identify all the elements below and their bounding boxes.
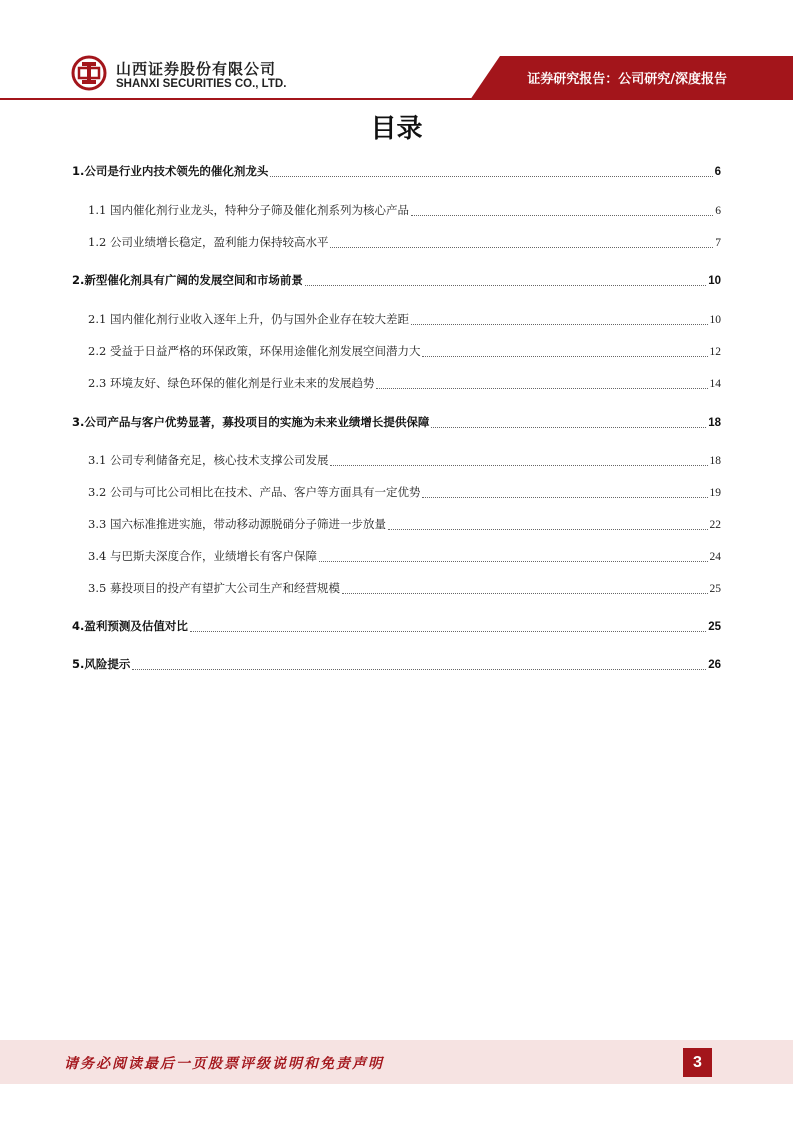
- disclaimer-text: 请务必阅读最后一页股票评级说明和免责声明: [64, 1056, 384, 1072]
- toc-item-label: 3.公司产品与客户优势显著，募投项目的实施为未来业绩增长提供保障: [72, 415, 430, 429]
- toc-item[interactable]: [88, 202, 721, 220]
- toc-item[interactable]: [88, 234, 721, 252]
- toc-item-page: 25: [708, 621, 721, 633]
- toc-item-label: 3.5 募投项目的投产有望扩大公司生产和经营规模: [88, 581, 340, 595]
- toc-item[interactable]: [88, 580, 721, 598]
- toc-item-label: 3.3 国六标准推进实施，带动移动源脱硝分子筛进一步放量: [88, 517, 386, 531]
- report-type-label: 证券研究报告：公司研究/深度报告: [527, 72, 727, 87]
- company-name-en: SHANXI SECURITIES CO., LTD.: [116, 78, 287, 90]
- toc-item-page: 25: [709, 583, 721, 595]
- toc-item-label: 3.4 与巴斯夫深度合作，业绩增长有客户保障: [88, 549, 317, 563]
- toc-item[interactable]: [88, 311, 721, 329]
- toc-item[interactable]: [72, 163, 721, 181]
- toc-item-page: 10: [708, 275, 721, 287]
- toc-item-label: 2.2 受益于日益严格的环保政策，环保用途催化剂发展空间潜力大: [88, 344, 421, 358]
- toc-leader: [411, 214, 713, 216]
- toc-item-label: 3.1 公司专利储备充足，核心技术支撑公司发展: [88, 453, 329, 467]
- toc-item-label: 2.1 国内催化剂行业收入逐年上升，仍与国外企业存在较大差距: [88, 312, 409, 326]
- toc-leader: [376, 387, 707, 389]
- toc-item-label: 1.公司是行业内技术领先的催化剂龙头: [72, 164, 269, 178]
- toc-item[interactable]: [72, 272, 721, 290]
- toc-item[interactable]: [88, 484, 721, 502]
- toc-item-page: 6: [714, 166, 721, 178]
- page-number: 3: [683, 1048, 712, 1077]
- toc-item-label: 1.2 公司业绩增长稳定，盈利能力保持较高水平: [88, 235, 329, 249]
- toc-item-label: 2.3 环境友好、绿色环保的催化剂是行业未来的发展趋势: [88, 376, 375, 390]
- toc-leader: [431, 426, 706, 428]
- toc-item-page: 18: [709, 455, 721, 467]
- toc-item[interactable]: [72, 618, 721, 636]
- toc-item[interactable]: [88, 452, 721, 470]
- toc-item-page: 12: [709, 346, 721, 358]
- toc-item[interactable]: [72, 656, 721, 674]
- toc-item-label: 2.新型催化剂具有广阔的发展空间和市场前景: [72, 273, 303, 287]
- toc-leader: [330, 246, 713, 248]
- toc-item-page: 24: [709, 551, 721, 563]
- toc-title: 目录: [370, 114, 423, 144]
- toc-leader: [411, 323, 708, 325]
- toc-item-label: 3.2 公司与可比公司相比在技术、产品、客户等方面具有一定优势: [88, 485, 421, 499]
- toc-item[interactable]: [72, 414, 721, 432]
- toc-item-page: 19: [709, 487, 721, 499]
- toc-leader: [342, 592, 708, 594]
- toc-item-page: 7: [715, 237, 721, 249]
- company-name-cn: 山西证券股份有限公司: [116, 60, 277, 78]
- toc-leader: [422, 496, 707, 498]
- page-header: [0, 0, 793, 110]
- toc-leader: [422, 355, 707, 357]
- toc-item-label: 5.风险提示: [72, 657, 131, 671]
- toc-item-label: 1.1 国内催化剂行业龙头，特种分子筛及催化剂系列为核心产品: [88, 203, 409, 217]
- toc-item-page: 10: [709, 314, 721, 326]
- toc-item[interactable]: [88, 516, 721, 534]
- toc-item[interactable]: [88, 375, 721, 393]
- toc-leader: [132, 668, 706, 670]
- toc-item-page: 14: [709, 378, 721, 390]
- toc-item[interactable]: [88, 343, 721, 361]
- toc-item[interactable]: [88, 548, 721, 566]
- toc-leader: [330, 464, 707, 466]
- toc-leader: [270, 175, 712, 177]
- toc-item-page: 22: [709, 519, 721, 531]
- toc-item-label: 4.盈利预测及估值对比: [72, 619, 188, 633]
- toc-leader: [305, 284, 706, 286]
- toc-leader: [388, 528, 708, 530]
- toc-item-page: 26: [708, 659, 721, 671]
- toc-leader: [190, 630, 706, 632]
- toc-item-page: 18: [708, 417, 721, 429]
- toc-item-page: 6: [715, 205, 721, 217]
- toc-leader: [319, 560, 708, 562]
